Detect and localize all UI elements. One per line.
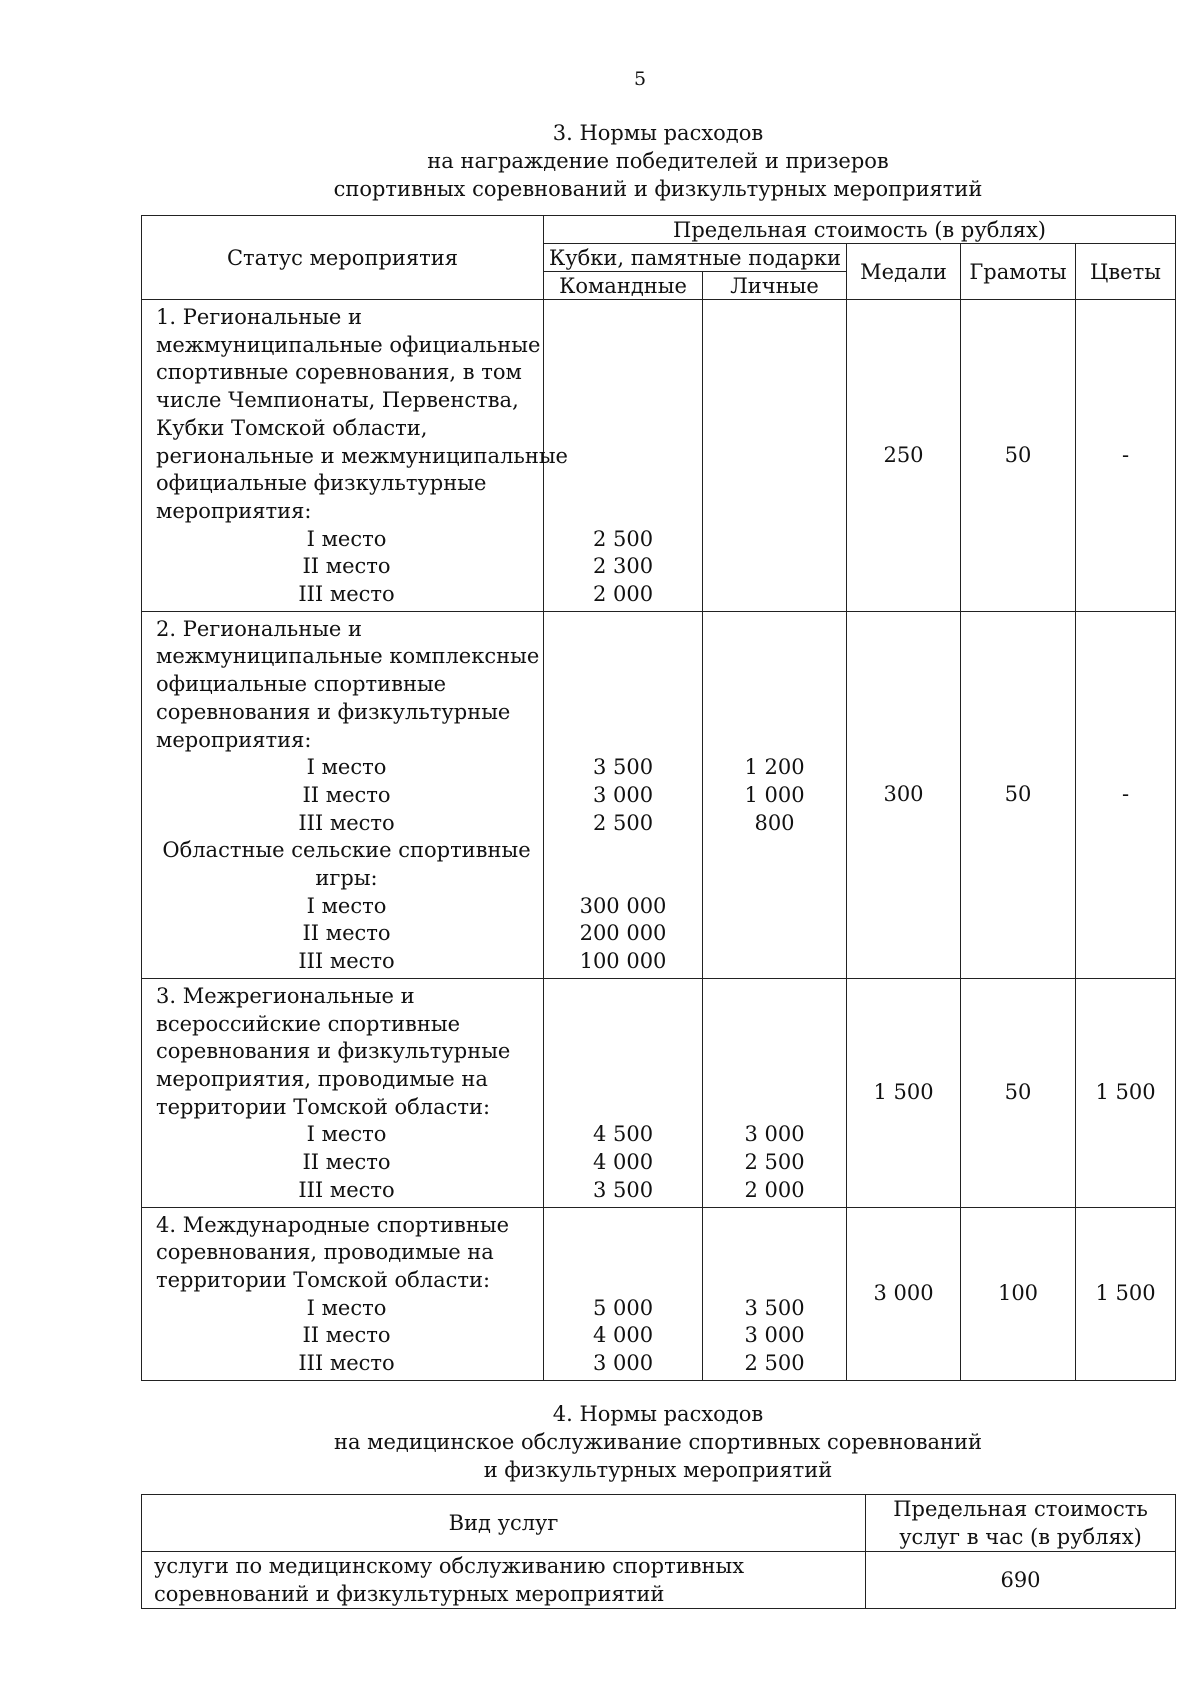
status-line: мероприятия: — [156, 498, 312, 523]
team-value — [544, 1239, 702, 1267]
status-line: 4. Международные спортивные — [156, 1212, 510, 1237]
team-value — [544, 643, 702, 671]
team-value — [544, 671, 702, 699]
team-value: 2 500 — [592, 526, 654, 551]
team-value — [544, 1094, 702, 1122]
place-label: I место — [306, 1122, 387, 1147]
service-description — [142, 1552, 866, 1609]
flowers-value: - — [1076, 300, 1176, 612]
place-label: I место — [306, 1295, 387, 1320]
status-line: межмуниципальные комплексные — [156, 644, 540, 669]
place-label: III место — [298, 810, 395, 835]
team-value — [544, 1267, 702, 1295]
place-label: III место — [298, 949, 395, 974]
team-value: 2 300 — [592, 554, 654, 579]
team-value — [544, 616, 702, 644]
personal-value: 3 000 — [744, 1122, 805, 1147]
status-line: официальные спортивные — [156, 672, 447, 697]
section3-title — [141, 119, 1175, 203]
team-value — [544, 415, 702, 443]
team-value — [544, 837, 702, 865]
team-value — [544, 359, 702, 387]
status-line: территории Томской области: — [156, 1267, 491, 1292]
personal-value — [703, 1212, 846, 1240]
status-cell — [142, 978, 544, 1207]
team-value: 3 000 — [592, 1350, 654, 1375]
personal-value — [703, 671, 846, 699]
personal-value — [703, 1066, 846, 1094]
status-cell — [142, 611, 544, 978]
team-value: 200 000 — [579, 921, 667, 946]
service-description-line: соревнований и физкультурных мероприятий — [154, 1582, 665, 1606]
team-value — [544, 1066, 702, 1094]
personal-values-cell — [703, 300, 847, 612]
place-label: III место — [298, 1177, 395, 1202]
header-service-cost — [866, 1495, 1176, 1552]
team-value — [544, 865, 702, 893]
status-line: соревнования и физкультурные — [156, 1039, 511, 1064]
header-medals: Медали — [847, 244, 961, 300]
team-value — [544, 387, 702, 415]
personal-value: 1 000 — [744, 782, 805, 807]
page-number: 5 — [633, 68, 647, 90]
personal-value — [703, 699, 846, 727]
service-description-line: услуги по медицинскому обслуживанию спортивных — [154, 1554, 745, 1578]
section3-title-line: 3. Нормы расходов — [552, 121, 764, 145]
team-values-cell — [544, 611, 703, 978]
status-line: региональные и межмуниципальные — [156, 443, 568, 468]
status-line: межмуниципальные официальные — [156, 332, 541, 357]
place-label: I место — [306, 893, 387, 918]
flowers-value: - — [1076, 611, 1176, 978]
status-line: соревнования и физкультурные — [156, 699, 511, 724]
personal-value — [703, 616, 846, 644]
award-row — [142, 611, 1176, 978]
personal-value: 3 000 — [744, 1323, 805, 1348]
place-label: II место — [302, 554, 391, 579]
award-row — [142, 300, 1176, 612]
status-cell — [142, 1207, 544, 1380]
personal-value: 2 000 — [744, 1177, 805, 1202]
status-line: спортивные соревнования, в том — [156, 360, 522, 385]
team-value — [544, 726, 702, 754]
team-value — [544, 1011, 702, 1039]
place-label: II место — [302, 1323, 391, 1348]
team-value: 2 500 — [592, 810, 654, 835]
team-value: 5 000 — [592, 1295, 654, 1320]
medals-value: 250 — [847, 300, 961, 612]
section3-title-line: спортивных соревнований и физкультурных мероприятий — [333, 177, 983, 201]
place-label: I место — [306, 526, 387, 551]
status-line: соревнования, проводимые на — [156, 1240, 494, 1265]
header-service-type: Вид услуг — [142, 1495, 866, 1552]
personal-value — [703, 1239, 846, 1267]
team-value — [544, 699, 702, 727]
personal-values-cell — [703, 978, 847, 1207]
status-line: 2. Региональные и — [156, 616, 363, 641]
team-value — [544, 983, 702, 1011]
flowers-value: 1 500 — [1076, 1207, 1176, 1380]
team-value: 2 000 — [592, 581, 654, 606]
header-cups-gifts: Кубки, памятные подарки — [544, 244, 847, 272]
team-values-cell — [544, 978, 703, 1207]
personal-values-cell — [703, 611, 847, 978]
personal-value — [703, 726, 846, 754]
section3-title-line: на награждение победителей и призеров — [427, 149, 889, 173]
personal-value: 1 200 — [744, 755, 805, 780]
award-row — [142, 1207, 1176, 1380]
header-service-cost-line: Предельная стоимость — [893, 1497, 1148, 1521]
personal-value — [703, 1094, 846, 1122]
personal-values-cell — [703, 1207, 847, 1380]
diplomas-value: 50 — [961, 611, 1076, 978]
team-value: 100 000 — [579, 948, 667, 973]
diplomas-value: 100 — [961, 1207, 1076, 1380]
place-label: I место — [306, 755, 387, 780]
status-line: 3. Межрегиональные и — [156, 983, 415, 1008]
status-line: мероприятия, проводимые на — [156, 1066, 488, 1091]
place-label: II место — [302, 921, 391, 946]
section4-title — [141, 1400, 1175, 1484]
header-status: Статус мероприятия — [142, 216, 544, 300]
personal-value — [703, 1011, 846, 1039]
team-values-cell — [544, 1207, 703, 1380]
place-label: III место — [298, 582, 395, 607]
flowers-value: 1 500 — [1076, 978, 1176, 1207]
header-personal: Личные — [703, 272, 847, 300]
status-line: 1. Региональные и — [156, 305, 363, 329]
team-value — [544, 332, 702, 360]
medical-cost-table — [141, 1494, 1176, 1609]
team-value: 4 000 — [592, 1323, 654, 1348]
team-value — [544, 498, 702, 526]
personal-value — [703, 1267, 846, 1295]
header-team: Командные — [544, 272, 703, 300]
team-value: 3 500 — [592, 755, 654, 780]
status-line: территории Томской области: — [156, 1094, 491, 1119]
awards-cost-table — [141, 215, 1176, 1381]
personal-value: 3 500 — [744, 1295, 805, 1320]
header-service-cost-line: услуг в час (в рублях) — [899, 1525, 1142, 1549]
medals-value: 3 000 — [847, 1207, 961, 1380]
status-line: всероссийские спортивные — [156, 1011, 461, 1036]
header-limit-cost: Предельная стоимость (в рублях) — [544, 216, 1176, 244]
diplomas-value: 50 — [961, 978, 1076, 1207]
status-cell — [142, 300, 568, 612]
header-flowers: Цветы — [1076, 244, 1176, 300]
header-diplomas: Грамоты — [961, 244, 1076, 300]
status-subheading-line: игры: — [315, 866, 378, 891]
diplomas-value: 50 — [961, 300, 1076, 612]
team-value: 4 500 — [592, 1122, 654, 1147]
team-value: 3 000 — [592, 782, 654, 807]
personal-value — [703, 643, 846, 671]
place-label: II место — [302, 1150, 391, 1175]
personal-value — [703, 983, 846, 1011]
personal-value: 800 — [754, 810, 795, 835]
status-line: официальные физкультурные — [156, 471, 487, 496]
team-value: 300 000 — [579, 893, 667, 918]
section4-title-line: и физкультурных мероприятий — [483, 1458, 833, 1482]
service-cost-value: 690 — [866, 1552, 1176, 1609]
section4-title-line: 4. Нормы расходов — [552, 1402, 764, 1426]
place-label: II место — [302, 782, 391, 807]
personal-value: 2 500 — [744, 1150, 805, 1174]
team-value: 4 000 — [592, 1150, 654, 1174]
medals-value: 1 500 — [847, 978, 961, 1207]
status-line: Кубки Томской области, — [156, 415, 428, 440]
team-value — [544, 470, 702, 498]
team-value — [544, 1038, 702, 1066]
team-value — [544, 304, 702, 332]
personal-value: 2 500 — [744, 1350, 805, 1375]
personal-value — [703, 1038, 846, 1066]
status-subheading-line: Областные сельские спортивные — [162, 838, 531, 863]
section4-title-line: на медицинское обслуживание спортивных соревнований — [333, 1430, 983, 1454]
status-line: мероприятия: — [156, 727, 312, 752]
award-row — [142, 978, 1176, 1207]
status-line: числе Чемпионаты, Первенства, — [156, 388, 519, 413]
team-value — [544, 1212, 702, 1240]
medals-value: 300 — [847, 611, 961, 978]
team-value: 3 500 — [592, 1177, 654, 1202]
place-label: III место — [298, 1351, 395, 1376]
